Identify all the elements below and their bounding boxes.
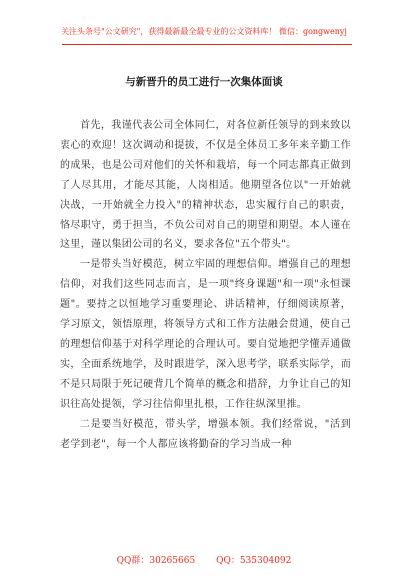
paragraph: 二是要当好模范，带头学，增强本领。我们经常说，"活到老学到老"，每一个人都应该将勤奋的学习当成一种 [60, 418, 351, 450]
footer [0, 553, 408, 566]
paragraph: 一是带头当好模范，树立牢固的理想信仰。增强自己的理想信仰，对我们这些同志而言，是一项"终身课题"和一项"永恒课题"。要持之以恒地学习重要理论、讲话精神，仔细阅读原著，学习原文，领悟原理，将领导方式和工作方法融会贯通，使自己的理想信仰基于对科学理论的合理认可。要自觉地把学懂弄通做实，全面系统地学，及时跟进学，深入思考学，联系实际学，而不是只局限于死记硬背几个简单的概念和措辞，力争让自己的知识往高处提领，学习往信仰里扎根，工作往纵深里推。 [60, 259, 351, 410]
footer-qq: QQ：535304092 [216, 556, 292, 566]
document-body [60, 116, 351, 454]
header-divider [62, 44, 352, 45]
document-title: 与新晋升的员工进行一次集体面谈 [125, 76, 283, 88]
header-banner: 关注头条号"公文研究"，获得最新最全最专业的公文资料库！ 微信：gongwenyj [61, 27, 347, 36]
footer-qq-group: QQ群：30265665 [116, 556, 196, 566]
paragraph: 首先，我谨代表公司全体同仁，对各位新任领导的到来致以衷心的欢迎！这次调动和提拔，不仅是全体员工多年来辛勤工作的成果，也是公司对他们的关怀和栽培，每一个同志都真正做到了人尽其用，才能尽其能，人岗相适。他期望各位以"一开始就决战，一开始就全力投入"的精神状态，忠实履行自己的职责，恪尽职守，勇于担当，不负公司对自己的期望和期望。本人谨在这里，谨以集团公司的名义，要求各位"五个带头"。 [60, 120, 351, 251]
